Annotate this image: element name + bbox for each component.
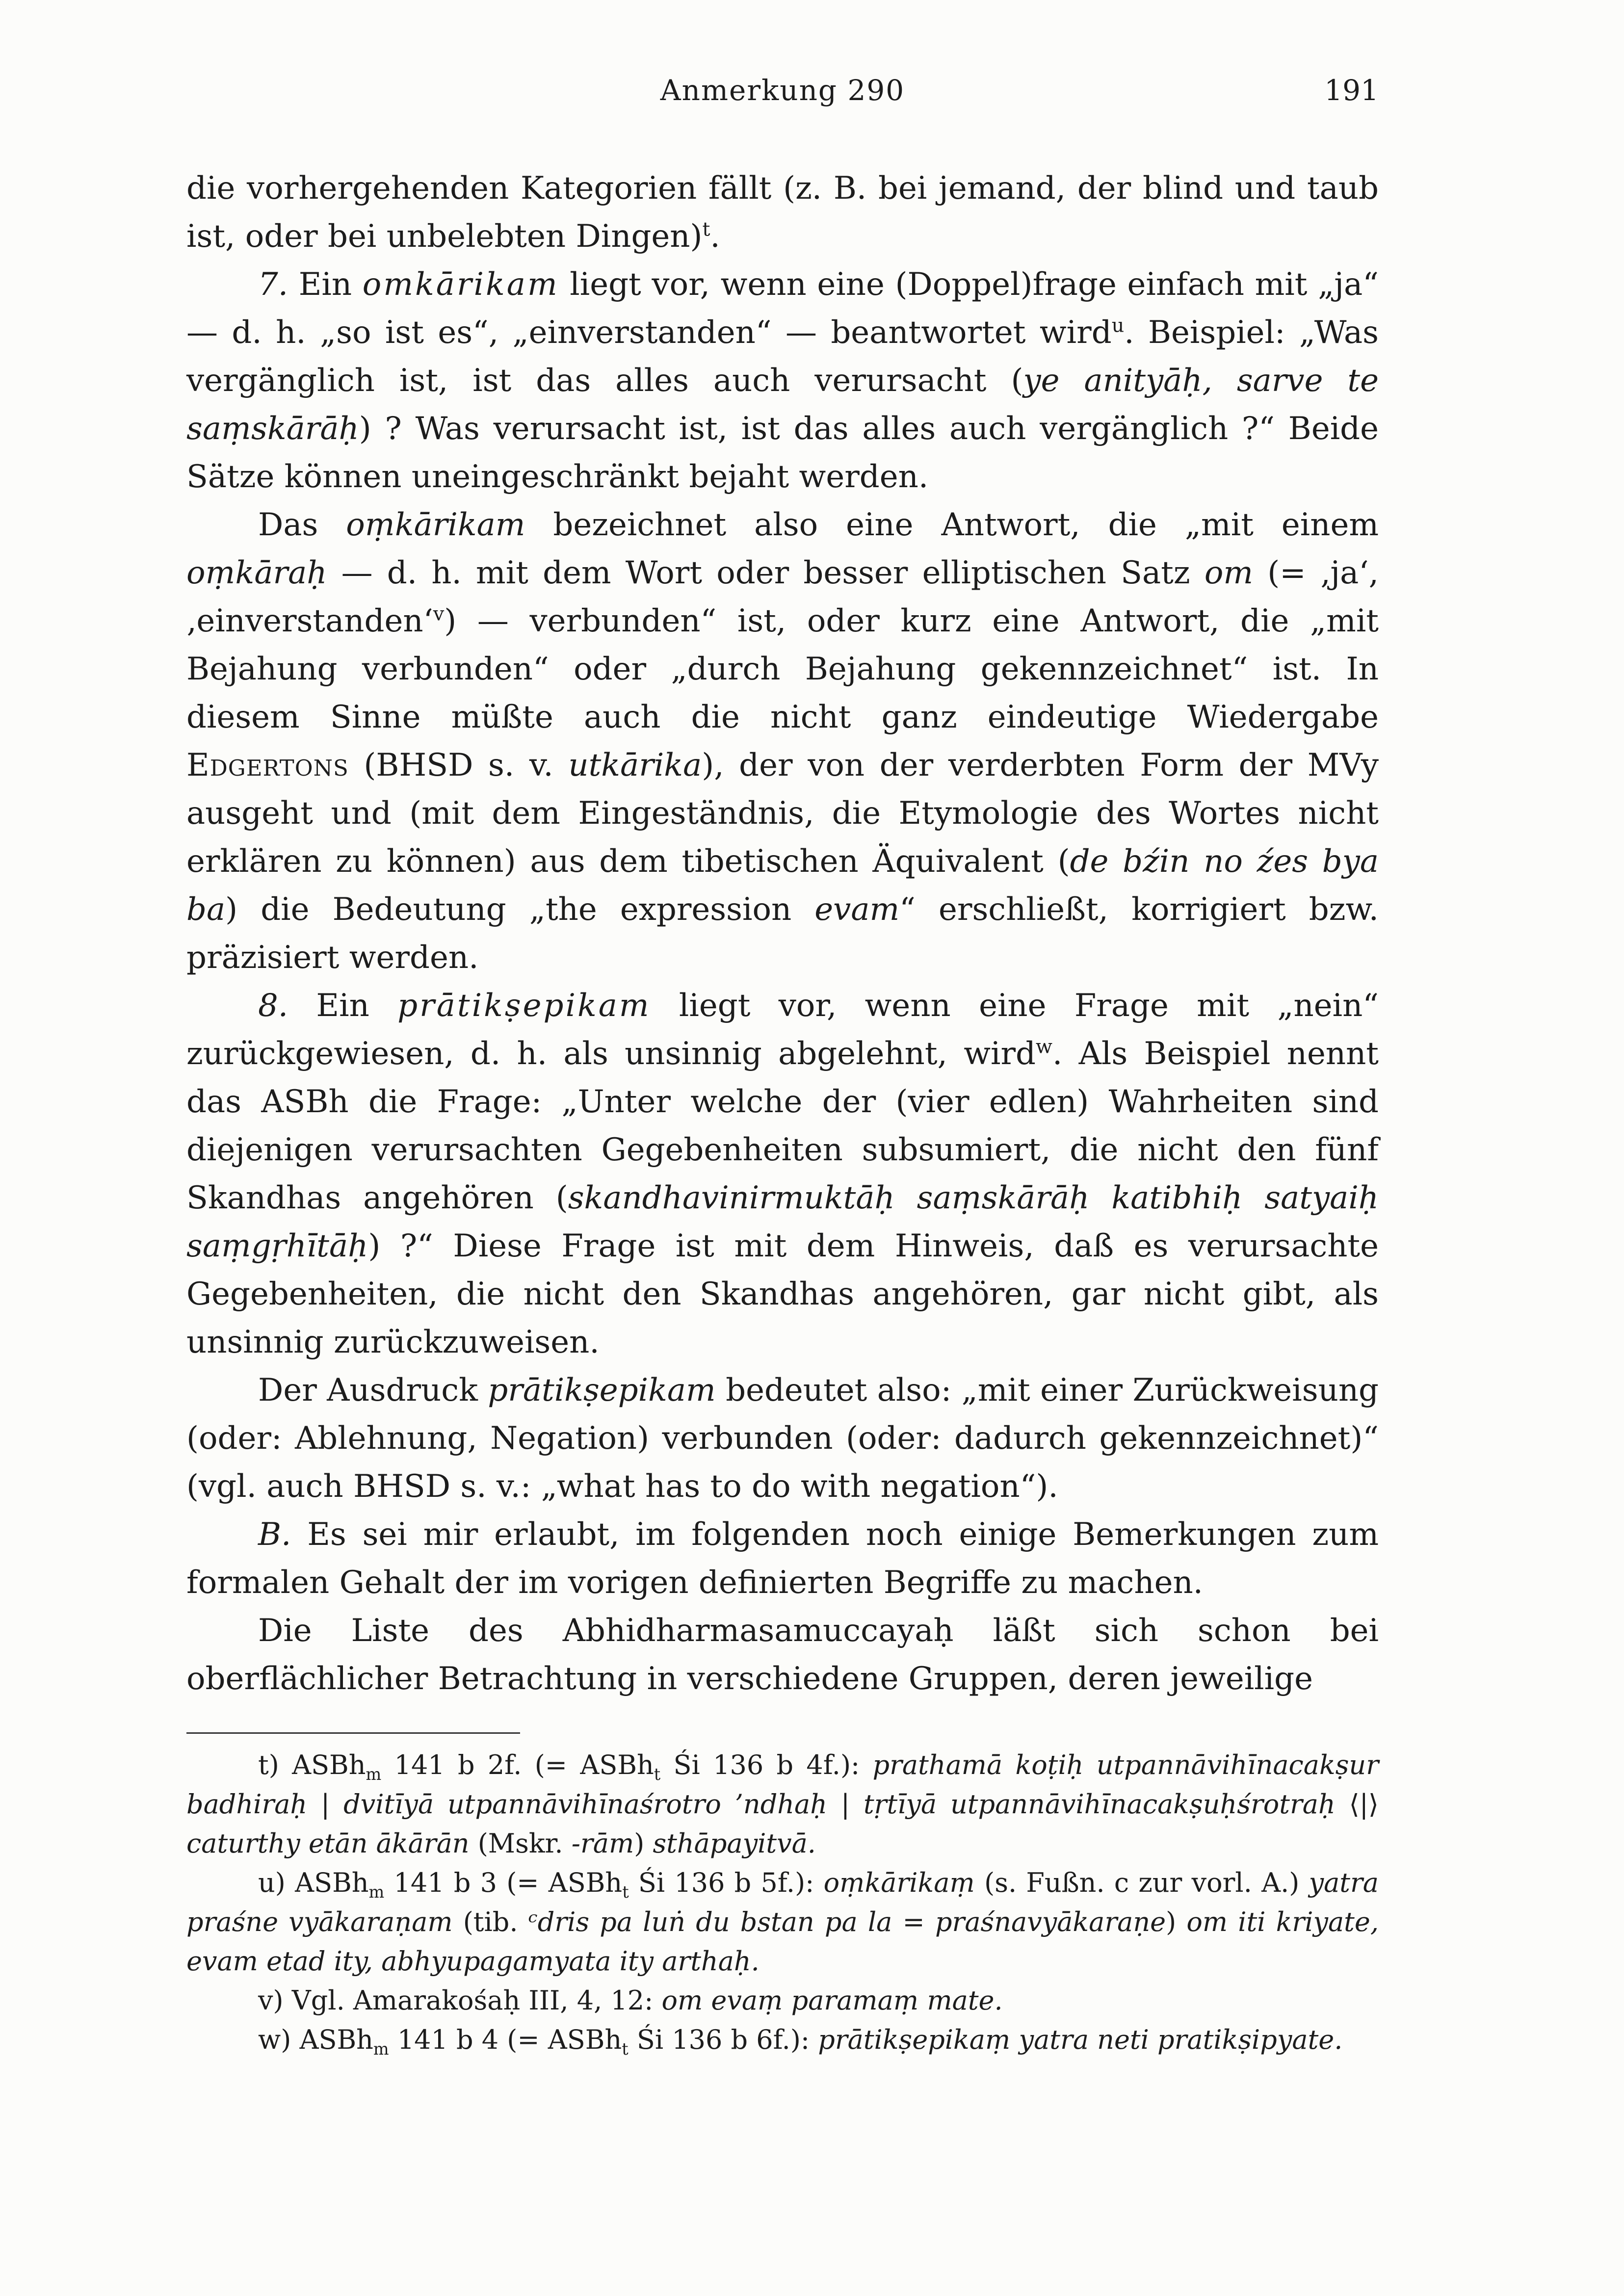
footnote-v: v) Vgl. Amarakośaḥ III, 4, 12: om evaṃ paramaṃ mate. bbox=[258, 1985, 1003, 2016]
term: utkārika bbox=[568, 747, 702, 783]
paragraph-7: Die Liste des Abhidharmasamuccayaḥ läßt sich schon bei oberflächlicher Betrachtung in verschiedene Gruppen, deren jeweilige bbox=[186, 1613, 1379, 1697]
footnotes bbox=[186, 1746, 1379, 2060]
footnote-ref-w: w bbox=[1036, 1035, 1052, 1058]
footnote-ref-t: t bbox=[702, 218, 710, 241]
term: om bbox=[1204, 555, 1254, 591]
section-number: 8. bbox=[258, 988, 288, 1024]
term: evam bbox=[814, 891, 900, 928]
page-header bbox=[186, 74, 1379, 118]
section-letter: B. bbox=[258, 1516, 291, 1553]
footnote-ref-u: u bbox=[1111, 314, 1125, 337]
paragraph-6: B. Es sei mir erlaubt, im folgenden noch einige Bemerkungen zum formalen Gehalt der im vorigen definierten Begriffe zu machen. bbox=[186, 1516, 1379, 1601]
footnote-w: w) ASBh$_m$ 141 b 4 (= ASBh$_t$ Śi 136 b 6f.): prātikṣepikaṃ yatra neti pratikṣipyate. bbox=[258, 2024, 1343, 2059]
author-name: Edgertons bbox=[186, 747, 349, 783]
running-title: Anmerkung 290 bbox=[660, 74, 905, 107]
section-number: 7. bbox=[258, 266, 288, 303]
paragraph-2: 7. Ein omkārikam liegt vor, wenn eine (Doppel)frage einfach mit „ja“ — d. h. „so ist es“, „einverstanden“ — beantwortet wird$^u$. Beispiel: „Was vergänglich ist, ist das alles auch verursacht (ye anityāḥ, sarve te saṃskārāḥ) ? Was verursacht ist, ist das alles auch vergänglich ?“ Beide Sätze können uneingeschränkt bejaht werden. bbox=[186, 266, 1379, 495]
paragraph-1: die vorhergehenden Kategorien fällt (z. B. bei jemand, der blind und taub ist, oder bei unbelebten Dingen)$^t$. bbox=[186, 170, 1379, 255]
footnote-ref-v: v bbox=[433, 602, 445, 626]
main-text bbox=[186, 164, 1379, 1703]
footnote-rule bbox=[186, 1732, 520, 1734]
footnote-u: u) ASBh$_m$ 141 b 3 (= ASBh$_t$ Śi 136 b 5f.): oṃkārikaṃ (s. Fußn. c zur vorl. A.) yatra praśne vyākaraṇam (tib. ᶜdris pa luṅ du bstan pa la = praśnavyākaraṇe) om iti kriyate, evam etad ity, abhyupagamyata ity arthaḥ. bbox=[186, 1867, 1379, 1977]
term: oṃkārikam bbox=[346, 507, 525, 543]
footnote-t: t) ASBh$_m$ 141 b 2f. (= ASBh$_t$ Śi 136 b 4f.): prathamā koṭiḥ utpannāvihīnacakṣur badhiraḥ | dvitīyā utpannāvihīnaśrotro ’ndhaḥ | tṛtīyā utpannāvihīnacakṣuḥśrotraḥ ⟨|⟩ caturthy etān ākārān (Mskr. -rām) sthāpayitvā. bbox=[186, 1749, 1379, 1859]
term: oṃkāraḥ bbox=[186, 555, 327, 591]
paragraph-4: 8. Ein prātikṣepikam liegt vor, wenn eine Frage mit „nein“ zurückgewiesen, d. h. als unsinnig abgelehnt, wird$^w$. Als Beispiel nennt das ASBh die Frage: „Unter welche der (vier edlen) Wahrheiten sind diejenigen verursachten Gegebenheiten subsumiert, die nicht den fünf Skandhas angehören (skandhavinirmuktāḥ saṃskārāḥ katibhiḥ satyaiḥ saṃgṛhītāḥ) ?“ Diese Frage ist mit dem Hinweis, daß es verursachte Gegebenheiten, die nicht den Skandhas angehören, gar nicht gibt, als unsinnig zurückzuweisen. bbox=[186, 988, 1379, 1360]
term: omkārikam bbox=[362, 266, 559, 303]
term: prātikṣepikam bbox=[488, 1372, 716, 1409]
paragraph-5: Der Ausdruck prātikṣepikam bedeutet also: „mit einer Zurückweisung (oder: Ablehnung, Negation) verbunden (oder: dadurch gekennzeichnet)“ (vgl. auch BHSD s. v.: „what has to do with negation“). bbox=[186, 1372, 1379, 1505]
sanskrit-quote: ye anityāḥ, sarve te saṃskārāḥ bbox=[186, 363, 1379, 447]
paragraph-3: Das oṃkārikam bezeichnet also eine Antwort, die „mit einem oṃkāraḥ — d. h. mit dem Wort oder besser elliptischen Satz om (= ‚ja‘, ‚einverstanden‘$^v$) — verbunden“ ist, oder kurz eine Antwort, die „mit Bejahung verbunden“ oder „durch Bejahung gekennzeichnet“ ist. In diesem Sinne müßte auch die nicht ganz eindeutige Wiedergabe Edgertons (BHSD s. v. utkārika), der von der verderbten Form der MVy ausgeht und (mit dem Eingeständnis, die Etymologie des Wortes nicht erklären zu können) aus dem tibetischen Äquivalent (de bźin no źes bya ba) die Bedeutung „the expression evam“ erschließt, korrigiert bzw. präzisiert werden. bbox=[186, 507, 1379, 976]
term: prātikṣepikam bbox=[397, 988, 651, 1024]
tibetan-quote: de bźin no źes bya ba bbox=[186, 843, 1379, 928]
book-page bbox=[186, 74, 1379, 2232]
page-number: 191 bbox=[1324, 74, 1379, 107]
sanskrit-quote: skandhavinirmuktāḥ saṃskārāḥ katibhiḥ satyaiḥ saṃgṛhītāḥ bbox=[186, 1180, 1379, 1264]
